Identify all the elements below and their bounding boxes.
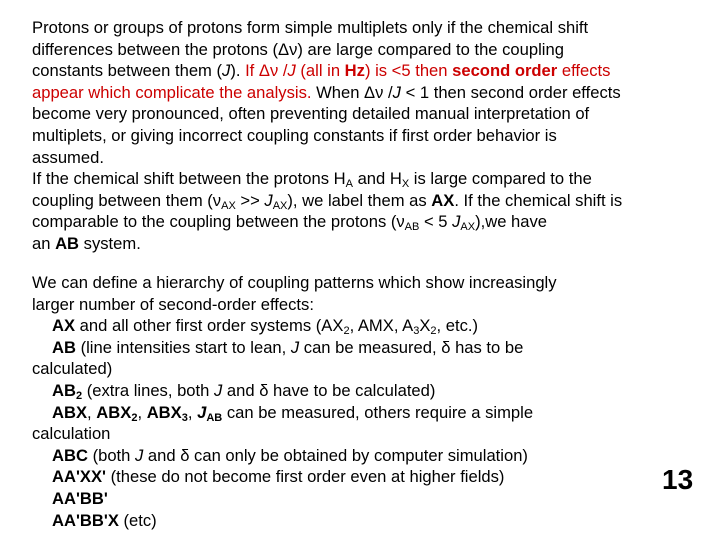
text: . If the chemical shift is: [454, 190, 623, 210]
text: J: [135, 445, 144, 465]
paragraph-coupling-hierarchy: [32, 272, 557, 531]
text: (extra lines, both: [82, 380, 214, 400]
text: ,: [137, 402, 147, 422]
text: < 5: [419, 212, 453, 232]
slide-number: 13: [662, 464, 694, 495]
subscript: 3: [181, 411, 188, 424]
subscript: X: [401, 178, 410, 191]
bold-text: AA'XX': [52, 467, 106, 487]
subscript: 2: [131, 411, 138, 424]
text-line: [32, 168, 622, 190]
text: ).: [230, 61, 246, 81]
text: We can define a hierarchy of coupling patterns which show increasingly: [32, 273, 557, 292]
bold-text: ABC: [52, 445, 88, 465]
subscript: 3: [413, 325, 420, 338]
highlight-text: J: [287, 61, 296, 81]
text-line: [32, 60, 622, 82]
text: an: [32, 233, 56, 253]
text: X: [419, 316, 431, 336]
list-item: [32, 466, 557, 488]
text: (etc): [118, 510, 157, 530]
text: can be measured, δ has to be: [299, 337, 524, 357]
text-line: [32, 103, 622, 125]
subscript: 2: [430, 325, 437, 338]
subscript: 2: [343, 325, 350, 338]
bold-text: ABX: [146, 402, 182, 422]
text: (both: [87, 445, 135, 465]
text: >>: [235, 190, 265, 210]
text-line: [32, 17, 622, 39]
text: larger number of second-order effects:: [32, 294, 314, 314]
text-line: [32, 39, 622, 61]
text-line: [32, 147, 622, 169]
text: ), we label them as: [287, 190, 432, 210]
text: multiplets, or giving incorrect coupling constants if first order behavior is: [32, 125, 557, 145]
bold-text: AB: [55, 233, 80, 253]
list-item: [32, 445, 557, 467]
bold-text: AB: [52, 337, 76, 357]
highlight-text: ) is <5 then: [364, 61, 453, 81]
text: J: [392, 82, 401, 102]
text: J: [214, 380, 223, 400]
highlight-text: If Δν /: [245, 61, 288, 81]
text-line: [32, 190, 622, 212]
bold-text: AA'BB': [52, 488, 108, 508]
text: Protons or groups of protons form simple multiplets only if the chemical shift: [32, 18, 589, 37]
subscript: AB: [206, 411, 223, 424]
text-line: [32, 358, 557, 380]
text-line: [32, 233, 622, 255]
text: differences between the protons (Δν) are large compared to the coupling: [32, 39, 564, 59]
text: ),we have: [475, 212, 548, 232]
subscript: AB: [404, 221, 420, 234]
subscript: AX: [272, 199, 288, 212]
text: and H: [352, 169, 402, 189]
text: < 1 then second order effects: [400, 82, 621, 102]
text: (these do not become first order even at higher fields): [106, 467, 505, 487]
bold-text: J: [197, 402, 207, 422]
text: is large compared to the: [409, 169, 592, 189]
highlight-text: effects: [557, 61, 611, 81]
bold-text: AX: [52, 316, 76, 336]
text-line: [32, 423, 557, 445]
text-line: [32, 211, 622, 233]
bold-text: AX: [431, 190, 455, 210]
highlight-text: appear which complicate the analysis.: [32, 82, 312, 102]
list-item: [32, 315, 557, 337]
bold-text: ABX: [96, 402, 132, 422]
text: assumed.: [32, 147, 104, 167]
text: comparable to the coupling between the protons (ν: [32, 212, 405, 232]
bold-text: ABX: [52, 402, 88, 422]
text: , AMX, A: [349, 316, 414, 336]
text-line: [32, 272, 557, 294]
text-line: [32, 294, 557, 316]
paragraph-second-order-intro: [32, 17, 622, 255]
list-item: [32, 402, 557, 424]
text: become very pronounced, often preventing detailed manual interpretation of: [32, 104, 590, 124]
bold-text: AA'BB'X: [52, 510, 119, 530]
text: system.: [79, 233, 141, 253]
text: J: [222, 61, 231, 81]
text: calculated): [32, 359, 113, 379]
list-item: [32, 337, 557, 359]
list-item: [32, 380, 557, 402]
text: J: [290, 337, 300, 357]
text: and δ have to be calculated): [222, 380, 436, 400]
subscript: A: [345, 178, 353, 191]
subscript: AX: [221, 199, 236, 212]
text: constants between them (: [32, 61, 223, 81]
text-line: [32, 82, 622, 104]
list-item: [32, 510, 557, 532]
text-line: [32, 125, 622, 147]
text: J: [264, 190, 273, 210]
text: calculation: [32, 424, 111, 444]
subscript: 2: [75, 389, 83, 402]
highlight-text: Hz: [344, 61, 365, 81]
text: When Δν /: [311, 82, 393, 102]
text: (line intensities start to lean,: [75, 337, 291, 357]
text: ,: [187, 402, 198, 422]
highlight-text: (all in: [295, 61, 345, 81]
text: and δ can only be obtained by computer simulation): [143, 445, 528, 465]
highlight-text: second order: [452, 61, 558, 81]
list-item: [32, 488, 557, 510]
text: If the chemical shift between the protons H: [32, 169, 346, 189]
text: and all other first order systems (AX: [75, 316, 344, 336]
text: ,: [87, 402, 97, 422]
bold-text: AB: [52, 380, 76, 400]
text: J: [452, 212, 461, 232]
text: coupling between them (ν: [32, 190, 222, 210]
text: can be measured, others require a simple: [222, 402, 534, 422]
text: , etc.): [436, 316, 479, 336]
subscript: AX: [460, 221, 476, 234]
